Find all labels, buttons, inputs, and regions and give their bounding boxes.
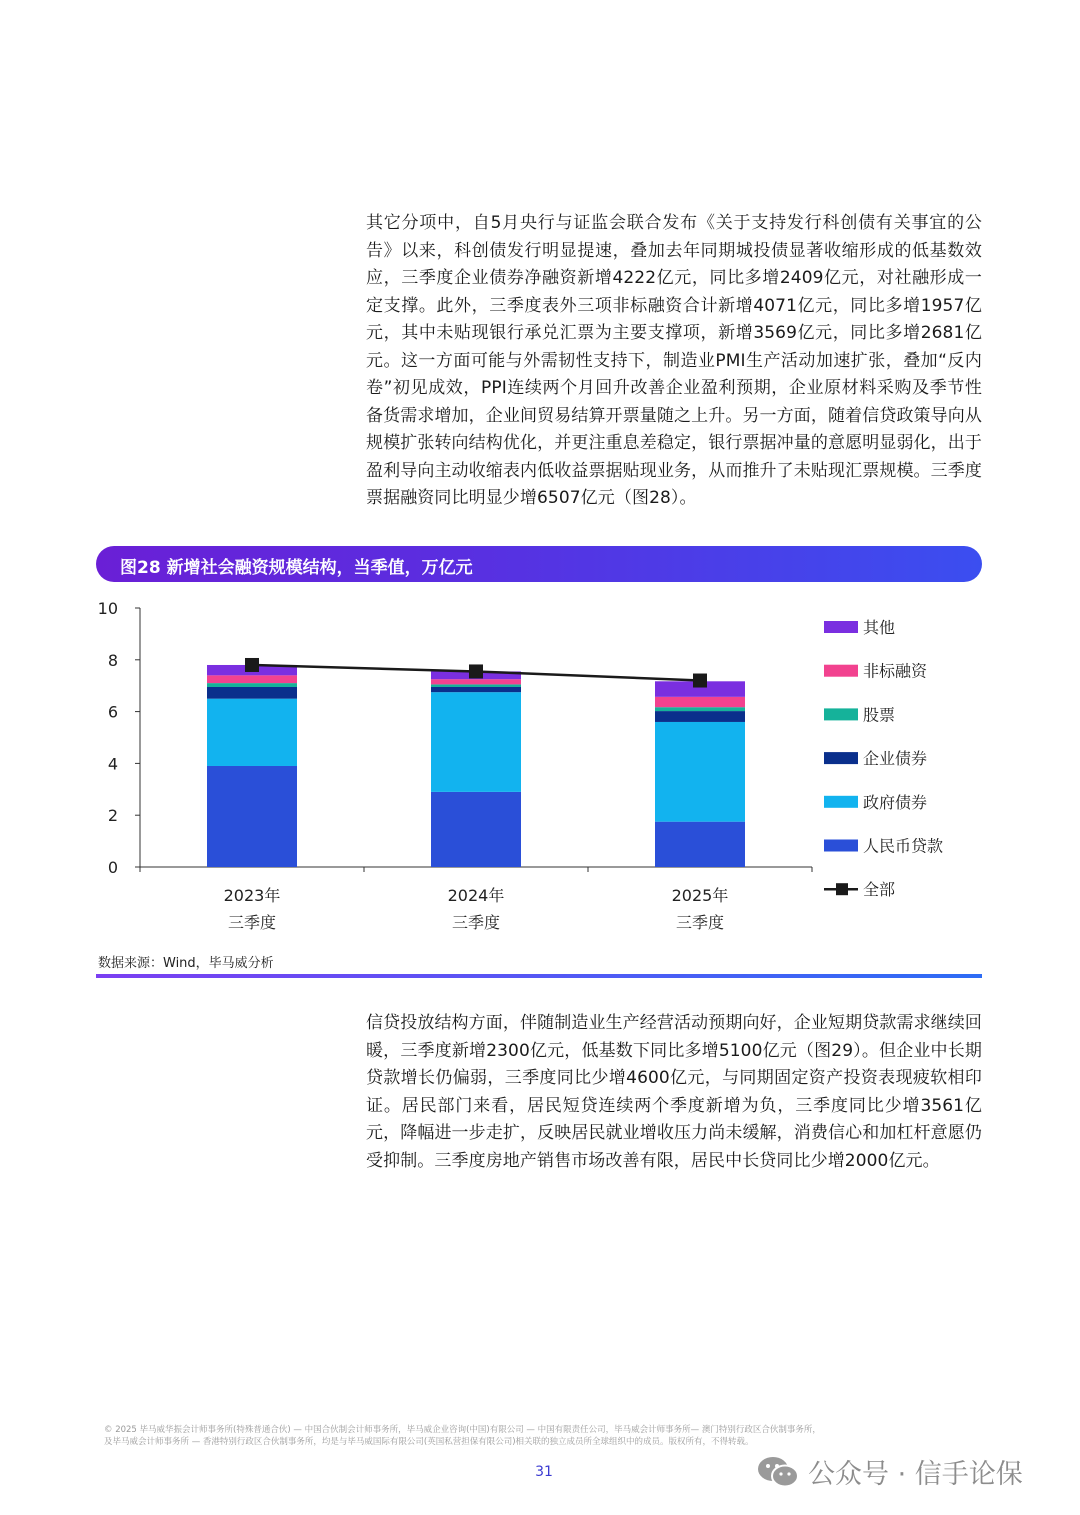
figure-title: 图28 新增社会融资规模结构，当季值，万亿元 <box>120 558 473 578</box>
total-point <box>245 658 259 672</box>
y-tick-label: 8 <box>107 650 118 670</box>
bar-segment <box>207 675 297 683</box>
y-tick-label: 4 <box>107 754 118 774</box>
x-tick-label: 三季度 <box>675 913 725 932</box>
figure-divider <box>96 974 982 978</box>
x-tick-label: 2023年 <box>223 886 281 905</box>
footer-legal-line-1: © 2025 毕马威华振会计师事务所(特殊普通合伙) — 中国合伙制会计师事务所，毕马威企业咨询(中国)有限公司 — 中国有限责任公司，毕马威会计师事务所— 澳门特别行政区合伙制事务所， <box>104 1425 821 1435</box>
legend-swatch <box>824 621 858 633</box>
total-point <box>469 664 483 678</box>
x-tick-label: 三季度 <box>227 913 277 932</box>
bar-segment <box>431 692 521 792</box>
y-tick-label: 10 <box>97 599 118 618</box>
page-number: 31 <box>535 1464 553 1480</box>
bar-segment <box>431 792 521 867</box>
legend-label: 企业债券 <box>863 749 928 769</box>
bar-segment <box>431 687 521 692</box>
bar-segment <box>207 683 297 687</box>
legend-swatch <box>824 665 858 677</box>
legend-label: 全部 <box>863 880 896 900</box>
bar-segment <box>655 711 745 722</box>
y-tick-label: 6 <box>107 702 118 722</box>
footer-legal-line-2: 及毕马威会计师事务所 — 香港特别行政区合伙制事务所，均是与毕马威国际有限公司(英国私营担保有限公司)相关联的独立成员所全球组织中的成员。版权所有，不得转载。 <box>104 1437 754 1447</box>
bar-segment <box>655 822 745 867</box>
bar-segment <box>655 722 745 822</box>
legend-label: 非标融资 <box>863 661 928 681</box>
legend-label: 股票 <box>863 705 896 725</box>
x-tick-label: 2025年 <box>671 886 729 905</box>
legend-label: 政府债券 <box>863 792 928 812</box>
stacked-bar-chart <box>90 594 990 944</box>
bar-segment <box>207 766 297 867</box>
watermark <box>756 1452 1023 1491</box>
x-tick-label: 2024年 <box>447 886 505 905</box>
legend-label: 其他 <box>863 618 896 637</box>
bar-segment <box>431 679 521 684</box>
x-tick-label: 三季度 <box>451 913 501 932</box>
legend-marker <box>836 883 848 895</box>
bar-segment <box>655 697 745 707</box>
bar-segment <box>431 684 521 687</box>
footer-legal-text <box>104 1424 984 1448</box>
y-tick-label: 0 <box>107 858 118 877</box>
wechat-icon <box>756 1455 800 1489</box>
figure-title-banner <box>96 546 982 582</box>
body-paragraph-1: 其它分项中，自5月央行与证监会联合发布《关于支持发行科创债有关事宜的公告》以来，科创债发行明显提速，叠加去年同期城投债显著收缩形成的低基数效应，三季度企业债券净融资新增4222亿元，同比多增2409亿元，对社融形成一定支撑。此外，三季度表外三项非标融资合计新增4071亿元，同比多增1957亿元，其中未贴现银行承兑汇票为主要支撑项，新增3569亿元，同比多增2681亿元。这一方面可能与外需韧性支持下，制造业PMI生产活动加速扩张，叠加“反内卷”初见成效，PPI连续两个月回升改善企业盈利预期，企业原材料采购及季节性备货需求增加，企业间贸易结算开票量随之上升。另一方面，随着信贷政策导向从规模扩张转向结构优化，并更注重息差稳定，银行票据冲量的意愿明显弱化，出于盈利导向主动收缩表内低收益票据贴现业务，从而推升了未贴现汇票规模。三季度票据融资同比明显少增6507亿元（图28）。 <box>366 213 982 508</box>
bar-segment <box>207 699 297 766</box>
legend-swatch <box>824 752 858 764</box>
figure-source: 数据来源：Wind，毕马威分析 <box>98 956 274 971</box>
y-tick-label: 2 <box>107 806 118 826</box>
legend-label: 人民币贷款 <box>863 836 944 856</box>
bar-segment <box>207 687 297 699</box>
bar-segment <box>655 707 745 711</box>
total-point <box>693 674 707 688</box>
body-paragraph-2: 信贷投放结构方面，伴随制造业生产经营活动预期向好，企业短期贷款需求继续回暖，三季度新增2300亿元，低基数下同比多增5100亿元（图29）。但企业中长期贷款增长仍偏弱，三季度同比少增4600亿元，与同期固定资产投资表现疲软相印证。居民部门来看，居民短贷连续两个季度新增为负，三季度同比少增3561亿元，降幅进一步走扩，反映居民就业增收压力尚未缓解，消费信心和加杠杆意愿仍受抑制。三季度房地产销售市场改善有限，居民中长贷同比少增2000亿元。 <box>366 1013 982 1171</box>
watermark-text: 公众号 · 信手论保 <box>808 1459 1023 1490</box>
legend-swatch <box>824 840 858 852</box>
legend-swatch <box>824 796 858 808</box>
legend-swatch <box>824 708 858 720</box>
